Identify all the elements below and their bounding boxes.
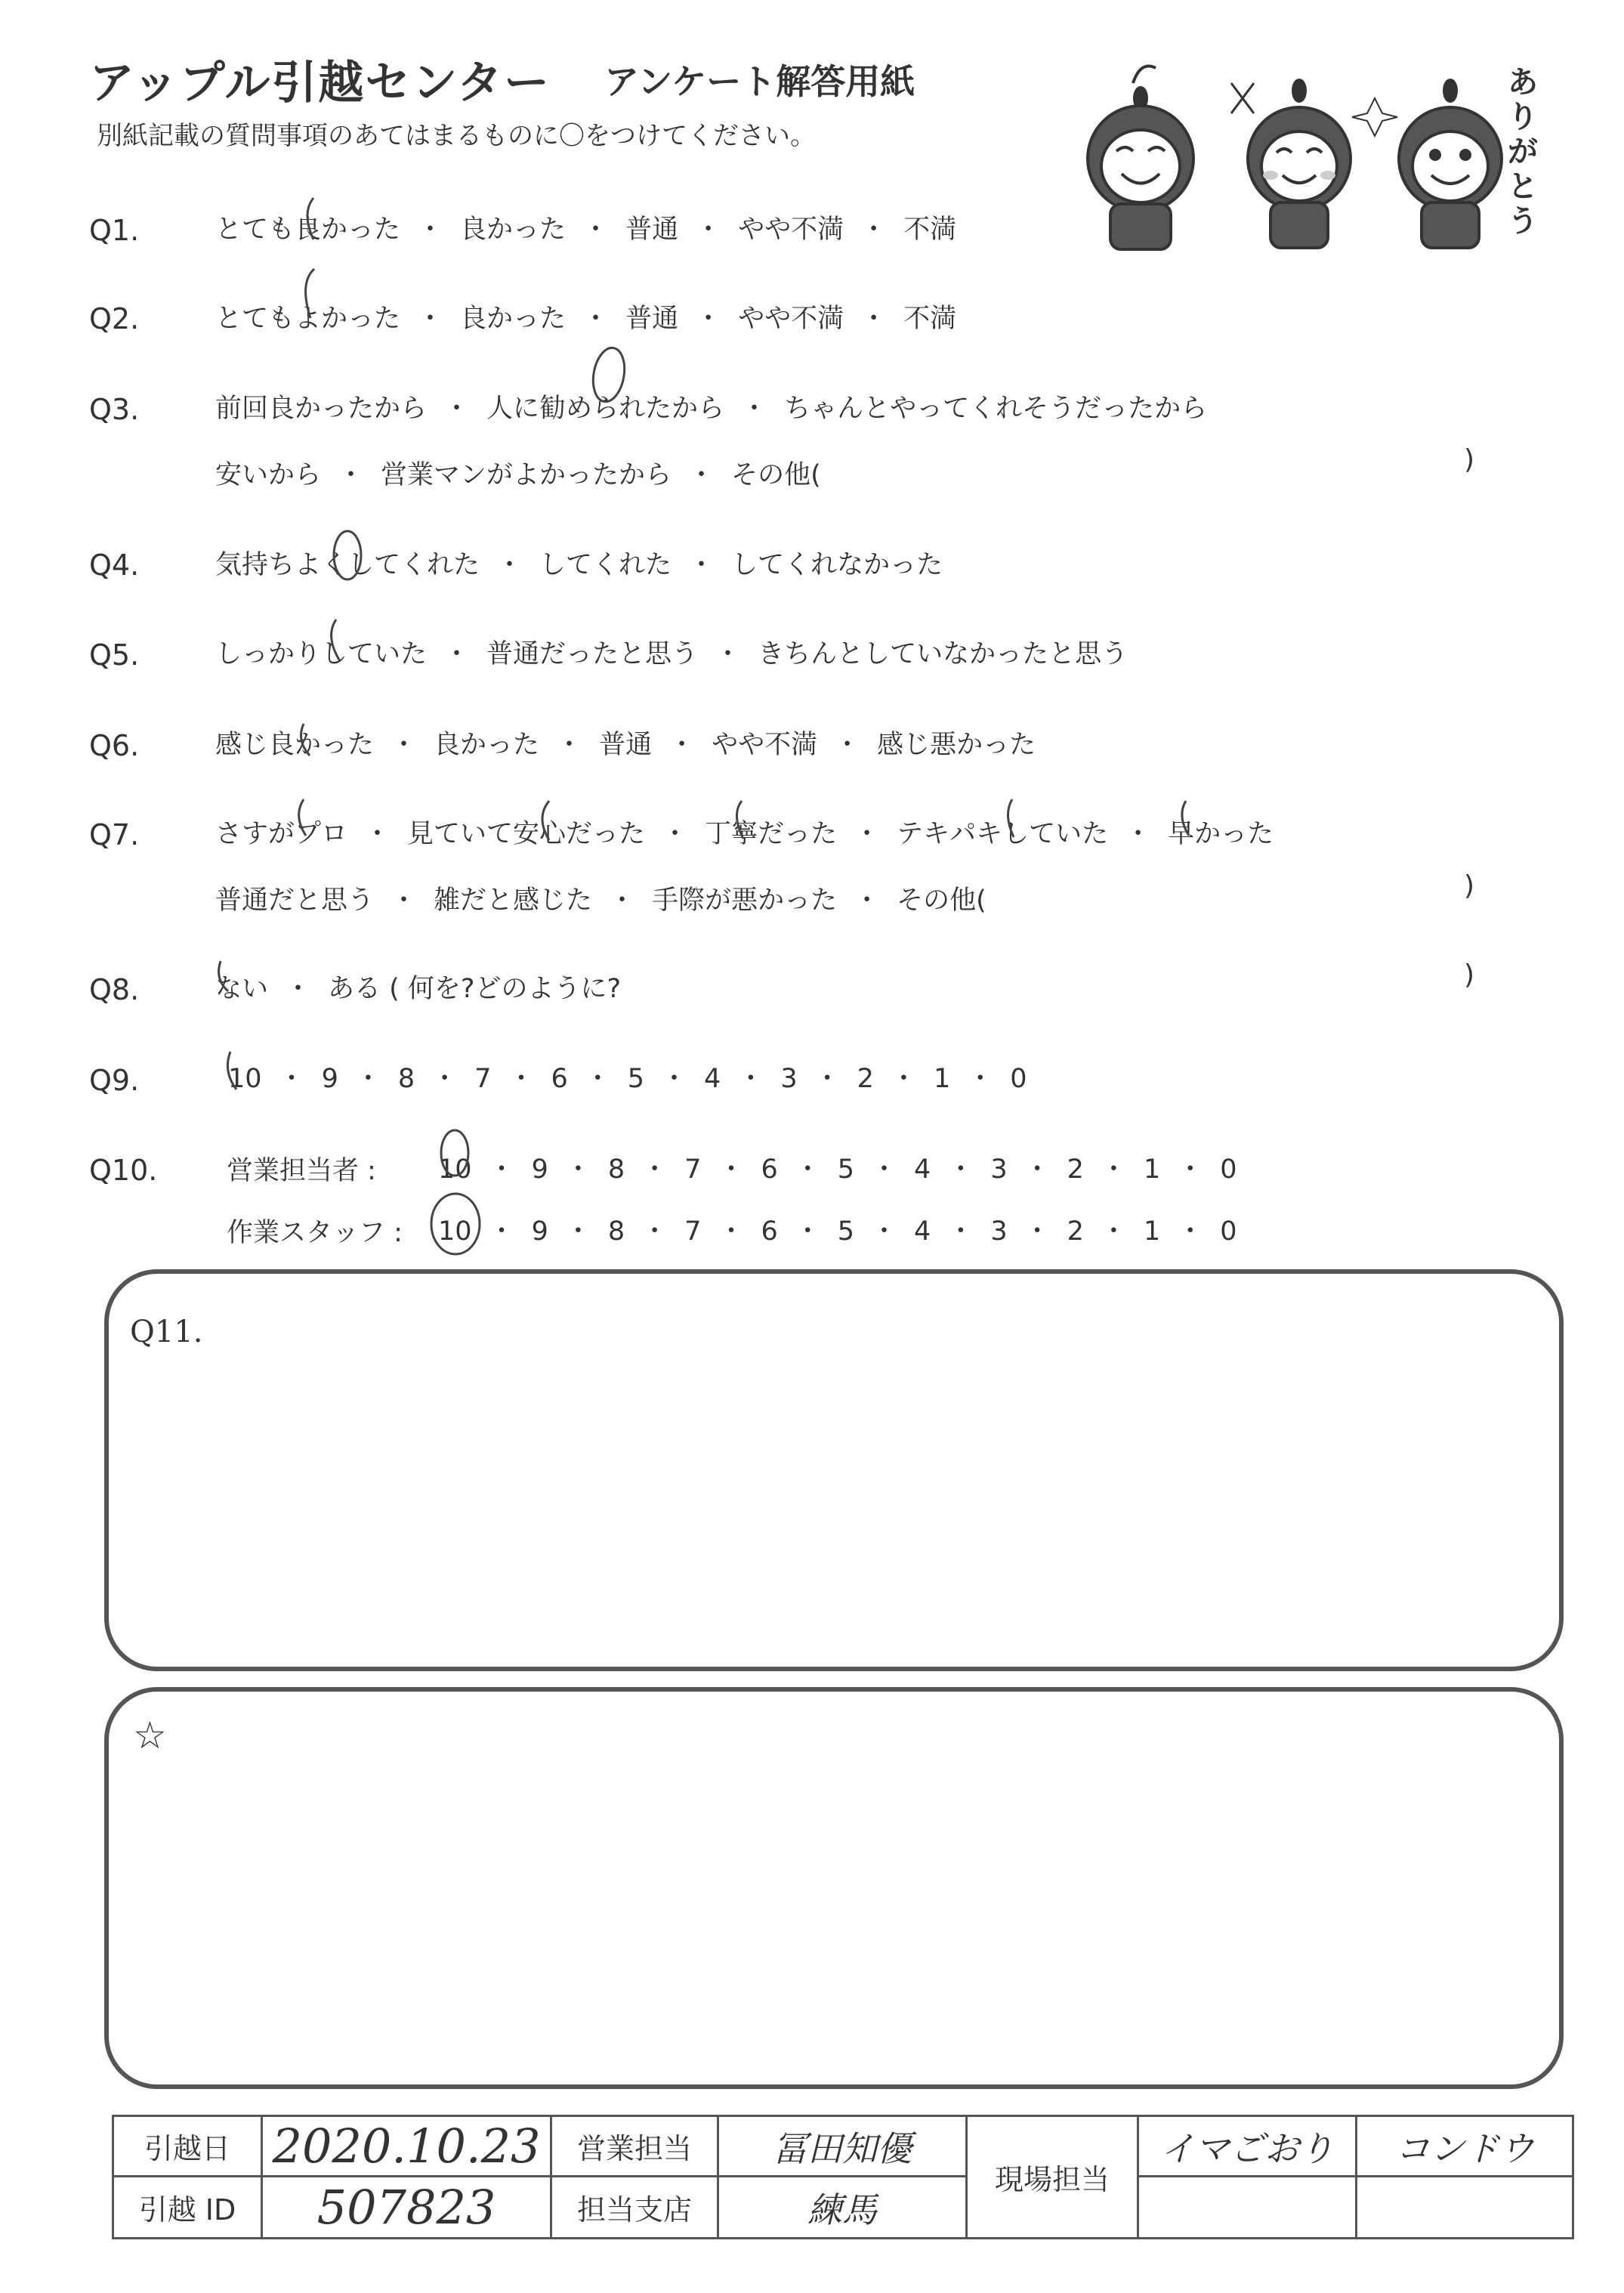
scale-option[interactable]: 10 — [438, 1154, 472, 1185]
scale-option[interactable]: 8 — [397, 1064, 415, 1094]
q7-number: Q7. — [89, 818, 140, 851]
answer-option[interactable]: やや不満 — [738, 215, 844, 245]
instruction-text: 別紙記載の質問事項のあてはまるものに〇をつけてください。 — [97, 121, 816, 151]
move-date-label: 引越日 — [113, 2116, 262, 2177]
option-separator: ・ — [1125, 819, 1152, 849]
option-separator: ・ — [860, 304, 888, 334]
scale-option[interactable]: 0 — [1220, 1216, 1237, 1247]
move-date-handwriting: 2020.10.23 — [272, 2118, 541, 2174]
answer-option[interactable]: やや不満 — [712, 730, 818, 760]
answer-option[interactable]: 不満 — [903, 215, 957, 245]
q6-mark — [301, 724, 310, 756]
q9-mark — [227, 1052, 236, 1089]
scale-option[interactable]: 10 — [228, 1064, 262, 1094]
answer-option[interactable]: 良かった — [460, 215, 567, 245]
option-separator: ・ — [391, 885, 418, 916]
scale-separator: ・ — [661, 1064, 688, 1094]
scale-separator: ・ — [564, 1154, 591, 1185]
move-id-value — [262, 2177, 551, 2239]
option-separator: ・ — [417, 215, 444, 245]
scale-option[interactable]: 9 — [531, 1154, 548, 1185]
scale-separator: ・ — [947, 1154, 974, 1185]
scale-option[interactable]: 7 — [684, 1216, 702, 1247]
q4-mark — [334, 531, 361, 579]
answer-option[interactable]: さすがプロ — [215, 819, 348, 849]
option-separator: ・ — [715, 639, 742, 669]
q10-sales-label: 営業担当者 : — [227, 1156, 376, 1186]
scale-separator: ・ — [718, 1154, 745, 1185]
answer-option[interactable]: とても良かった — [215, 215, 401, 245]
scale-separator: ・ — [564, 1216, 591, 1247]
q3-close-paren: ) — [1464, 444, 1475, 475]
q7-mark-5 — [1182, 801, 1189, 836]
q11-comment-box[interactable] — [104, 1269, 1564, 1671]
site-staff-4 — [1357, 2177, 1573, 2239]
scale-separator: ・ — [967, 1064, 994, 1094]
scale-option[interactable]: 7 — [684, 1154, 702, 1185]
scale-option[interactable]: 5 — [837, 1216, 855, 1247]
option-separator: ・ — [338, 460, 365, 490]
option-separator: ・ — [609, 885, 636, 916]
q3-number: Q3. — [89, 393, 140, 426]
scale-option[interactable]: 7 — [474, 1064, 492, 1094]
scale-option[interactable]: 4 — [914, 1216, 931, 1247]
scale-separator: ・ — [871, 1216, 898, 1247]
sales-name-handwriting: 冨田知優 — [773, 2128, 912, 2169]
answer-option[interactable]: してくれなかった — [731, 550, 943, 580]
scale-separator: ・ — [508, 1064, 535, 1094]
scale-option[interactable]: 2 — [857, 1064, 874, 1094]
scale-option[interactable]: 0 — [1010, 1064, 1027, 1094]
scale-separator: ・ — [1100, 1154, 1127, 1185]
q2-mark — [306, 269, 314, 318]
q7-mark-3 — [736, 801, 743, 839]
option-separator: ・ — [688, 460, 715, 490]
answer-option[interactable]: 人に勧められたから — [486, 394, 725, 424]
answer-option[interactable]: 感じ悪かった — [877, 730, 1036, 760]
scale-separator: ・ — [814, 1064, 841, 1094]
q10-staff-label: 作業スタッフ : — [227, 1218, 403, 1248]
q9-number: Q9. — [89, 1064, 140, 1097]
scale-separator: ・ — [718, 1216, 745, 1247]
answer-option[interactable]: 早かった — [1168, 819, 1274, 849]
option-separator: ・ — [854, 819, 881, 849]
answer-option[interactable]: 気持ちよくしてくれた — [215, 550, 480, 580]
scale-option[interactable]: 1 — [933, 1064, 951, 1094]
answer-option[interactable]: 良かった — [434, 730, 540, 760]
answer-option[interactable]: ない — [215, 974, 269, 1004]
q7-mark-4 — [1008, 799, 1014, 837]
site-staff-3 — [1138, 2177, 1357, 2239]
branch-label: 担当支店 — [551, 2177, 718, 2239]
answer-option[interactable]: テキパキしていた — [897, 819, 1109, 849]
option-separator: ・ — [695, 304, 722, 334]
answer-option[interactable]: しっかりしていた — [215, 639, 428, 669]
answer-option[interactable]: 前回良かったから — [215, 394, 428, 424]
scale-separator: ・ — [890, 1064, 917, 1094]
q11-label: Q11. — [130, 1315, 203, 1349]
q5-mark — [332, 620, 340, 661]
scale-option[interactable]: 1 — [1143, 1216, 1161, 1247]
scale-separator: ・ — [1023, 1216, 1051, 1247]
scale-option[interactable]: 8 — [607, 1154, 625, 1185]
option-separator: ・ — [417, 304, 444, 334]
q10-staff-mark — [431, 1194, 480, 1254]
scale-option[interactable]: 4 — [704, 1064, 721, 1094]
thanks-text: ありがとう — [1508, 65, 1538, 239]
q7-close-paren: ) — [1464, 870, 1475, 901]
q8-mark — [219, 961, 228, 991]
site-label: 現場担当 — [967, 2116, 1138, 2239]
option-separator: ・ — [582, 215, 610, 245]
answer-option[interactable]: 普通 — [625, 304, 679, 334]
option-separator: ・ — [860, 215, 888, 245]
scale-option[interactable]: 5 — [837, 1154, 855, 1185]
scale-option[interactable]: 2 — [1067, 1216, 1084, 1247]
answer-option[interactable]: 手際が悪かった — [652, 885, 838, 916]
scale-separator: ・ — [1023, 1154, 1051, 1185]
star-comment-box[interactable] — [104, 1687, 1564, 2089]
answer-option[interactable]: 雑だと感じた — [434, 885, 593, 916]
scale-option[interactable]: 0 — [1220, 1154, 1237, 1185]
answer-option[interactable]: 普通だったと思う — [486, 639, 699, 669]
option-separator: ・ — [391, 730, 418, 760]
scale-option[interactable]: 6 — [761, 1154, 778, 1185]
scale-option[interactable]: 9 — [531, 1216, 548, 1247]
move-id-label: 引越 ID — [113, 2177, 262, 2239]
answer-option[interactable]: 営業マンがよかったから — [381, 460, 672, 490]
q8-close-paren: ) — [1464, 960, 1475, 990]
scale-separator: ・ — [488, 1216, 515, 1247]
scale-option[interactable]: 6 — [761, 1216, 778, 1247]
scale-separator: ・ — [1177, 1154, 1204, 1185]
option-separator: ・ — [582, 304, 610, 334]
answer-option[interactable]: してくれた — [539, 550, 672, 580]
site-staff-1-handwriting: イマごおり — [1160, 2128, 1334, 2169]
scale-separator: ・ — [1177, 1216, 1204, 1247]
form-title: アンケート解答用紙 — [604, 61, 915, 102]
scale-separator: ・ — [871, 1154, 898, 1185]
scale-separator: ・ — [584, 1064, 611, 1094]
answer-option[interactable]: ある ( 何を?どのように? — [328, 974, 622, 1004]
scale-separator: ・ — [794, 1154, 821, 1185]
scale-option[interactable]: 4 — [914, 1154, 931, 1185]
q8-number: Q8. — [89, 973, 140, 1006]
scale-option[interactable]: 10 — [438, 1216, 472, 1247]
option-separator: ・ — [443, 639, 471, 669]
option-separator: ・ — [285, 974, 312, 1004]
answer-option[interactable]: 不満 — [903, 304, 957, 334]
answer-option[interactable]: 見ていて安心だった — [407, 819, 646, 849]
scale-separator: ・ — [641, 1154, 668, 1185]
answer-option[interactable]: やや不満 — [738, 304, 844, 334]
q1-mark — [307, 198, 313, 239]
answer-option[interactable]: 普通だと思う — [215, 885, 375, 916]
option-separator: ・ — [834, 730, 861, 760]
option-separator: ・ — [556, 730, 583, 760]
site-staff-2-handwriting: コンドウ — [1395, 2128, 1534, 2169]
scale-separator: ・ — [278, 1064, 305, 1094]
sales-value — [718, 2116, 967, 2177]
scale-option[interactable]: 3 — [780, 1064, 798, 1094]
option-separator: ・ — [854, 885, 881, 916]
answer-option[interactable]: ちゃんとやってくれそうだったから — [784, 394, 1208, 424]
scale-option[interactable]: 3 — [990, 1216, 1008, 1247]
scale-option[interactable]: 1 — [1143, 1154, 1161, 1185]
scale-option[interactable]: 3 — [990, 1154, 1008, 1185]
answer-option[interactable]: きちんとしていなかったと思う — [758, 639, 1128, 669]
q10-number: Q10. — [89, 1154, 158, 1187]
scale-separator: ・ — [947, 1216, 974, 1247]
scale-separator: ・ — [794, 1216, 821, 1247]
answer-option[interactable]: 良かった — [460, 304, 567, 334]
answer-option[interactable]: 普通 — [625, 215, 679, 245]
scale-option[interactable]: 5 — [627, 1064, 645, 1094]
option-separator: ・ — [496, 550, 523, 580]
q2-number: Q2. — [89, 302, 140, 335]
scale-option[interactable]: 8 — [607, 1216, 625, 1247]
scale-option[interactable]: 6 — [551, 1064, 568, 1094]
q6-number: Q6. — [89, 729, 140, 762]
scale-option[interactable]: 2 — [1067, 1154, 1084, 1185]
answer-option[interactable]: 普通 — [599, 730, 653, 760]
branch-name-handwriting: 練馬 — [807, 2189, 877, 2230]
option-separator: ・ — [741, 394, 768, 424]
scale-option[interactable]: 9 — [321, 1064, 338, 1094]
option-separator: ・ — [364, 819, 391, 849]
q7-mark-2 — [542, 801, 549, 840]
option-separator: ・ — [662, 819, 689, 849]
answer-option[interactable]: 丁寧だった — [705, 819, 838, 849]
company-name: アップル引越センター — [89, 57, 551, 110]
branch-value — [718, 2177, 967, 2239]
q4-number: Q4. — [89, 549, 140, 582]
q7-mark-1 — [299, 799, 306, 836]
answer-option[interactable]: その他( — [897, 885, 986, 916]
scale-separator: ・ — [737, 1064, 764, 1094]
answer-option[interactable]: その他( — [731, 460, 821, 490]
q5-number: Q5. — [89, 638, 140, 672]
answer-option[interactable]: 感じ良かった — [215, 730, 375, 760]
answer-option[interactable]: 安いから — [215, 460, 322, 490]
star-label: ☆ — [133, 1714, 167, 1757]
q10-sales-mark — [441, 1130, 468, 1176]
footer-table — [112, 2115, 1574, 2239]
site-staff-1 — [1138, 2116, 1357, 2177]
scale-separator: ・ — [431, 1064, 458, 1094]
option-separator: ・ — [668, 730, 696, 760]
answer-option[interactable]: とてもよかった — [215, 304, 401, 334]
option-separator: ・ — [688, 550, 715, 580]
scale-separator: ・ — [1100, 1216, 1127, 1247]
site-staff-2 — [1357, 2116, 1573, 2177]
option-separator: ・ — [443, 394, 471, 424]
sales-label: 営業担当 — [551, 2116, 718, 2177]
scale-separator: ・ — [354, 1064, 381, 1094]
q3-mark — [589, 345, 628, 404]
scale-separator: ・ — [641, 1216, 668, 1247]
scale-separator: ・ — [488, 1154, 515, 1185]
option-separator: ・ — [695, 215, 722, 245]
q1-number: Q1. — [89, 214, 140, 247]
move-date-value — [262, 2116, 551, 2177]
move-id-handwriting: 507823 — [316, 2180, 496, 2235]
